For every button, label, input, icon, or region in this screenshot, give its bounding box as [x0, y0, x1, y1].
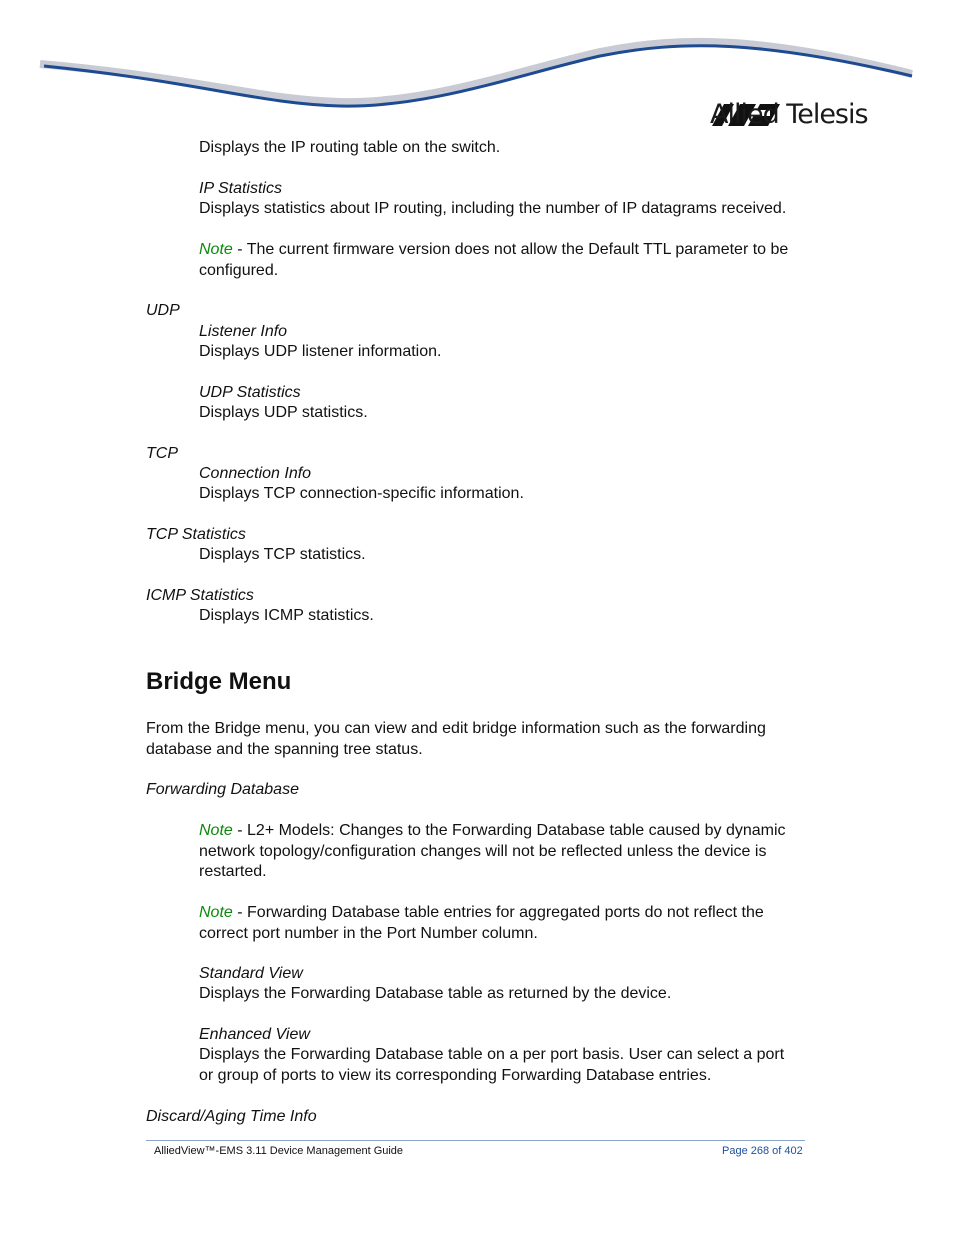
- section-label: UDP: [146, 302, 180, 319]
- paragraph: Displays the Forwarding Database table as returned by the device.: [199, 985, 672, 1002]
- paragraph: Displays ICMP statistics.: [199, 607, 374, 624]
- note-text: - The current firmware version does not allow the Default TTL parameter to be configured.: [199, 241, 789, 279]
- subheading: Enhanced View: [199, 1026, 310, 1043]
- page-number: Page 268 of 402: [722, 1145, 803, 1157]
- section-label: TCP Statistics: [146, 526, 246, 543]
- paragraph: Displays TCP statistics.: [199, 546, 366, 563]
- subheading: Connection Info: [199, 465, 312, 482]
- subheading: Listener Info: [199, 323, 288, 340]
- note-label: Note: [199, 822, 233, 839]
- section-label: Forwarding Database: [146, 781, 299, 798]
- paragraph: Displays TCP connection-specific information.: [199, 485, 524, 502]
- section-heading: Bridge Menu: [146, 668, 292, 695]
- note-text: - L2+ Models: Changes to the Forwarding Database table caused by dynamic network topology/configuration changes will not be reflected unless the device is restarted.: [199, 822, 786, 880]
- paragraph: Displays the IP routing table on the switch.: [199, 139, 501, 156]
- subheading: Standard View: [199, 965, 303, 982]
- paragraph: Displays UDP listener information.: [199, 343, 442, 360]
- footer-title: AlliedView™-EMS 3.11 Device Management Guide: [154, 1145, 404, 1157]
- section-label: Discard/Aging Time Info: [146, 1108, 317, 1125]
- note-text: - Forwarding Database table entries for aggregated ports do not reflect the correct port number in the Port Number column.: [199, 904, 764, 942]
- paragraph: Displays statistics about IP routing, including the number of IP datagrams received.: [199, 200, 787, 217]
- note-label: Note: [199, 904, 233, 921]
- note-label: Note: [199, 241, 233, 258]
- paragraph: Displays the Forwarding Database table on a per port basis. User can select a port or group of ports to view its corresponding Forwarding Database entries.: [199, 1046, 785, 1084]
- footer-divider: [146, 1140, 805, 1141]
- note-block: [199, 821, 789, 883]
- section-label: ICMP Statistics: [146, 587, 254, 604]
- note-block: [199, 903, 789, 944]
- paragraph: Displays UDP statistics.: [199, 404, 368, 421]
- subheading: UDP Statistics: [199, 384, 301, 401]
- subheading: IP Statistics: [199, 180, 282, 197]
- section-label: TCP: [146, 445, 178, 462]
- note-block: [199, 240, 799, 281]
- paragraph: From the Bridge menu, you can view and edit bridge information such as the forwarding database and the spanning tree status.: [146, 720, 766, 758]
- logo-wordmark: Allied Telesis: [710, 99, 868, 130]
